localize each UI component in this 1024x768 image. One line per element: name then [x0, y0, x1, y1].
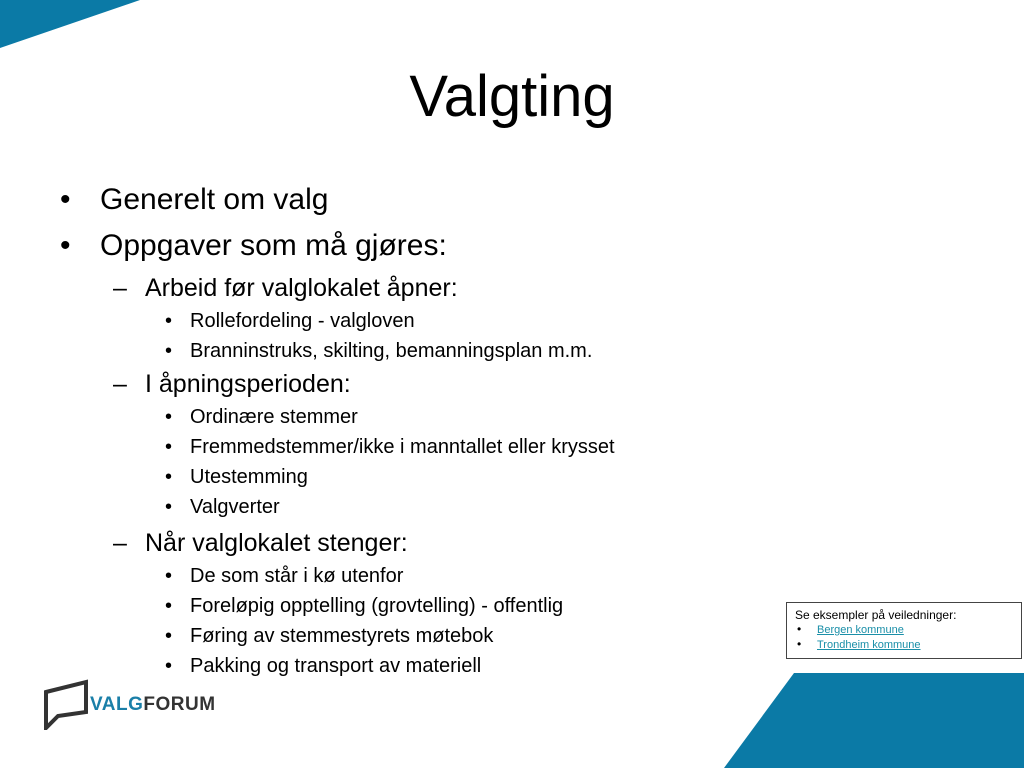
speech-bubble-icon [42, 678, 90, 730]
slide-title: Valgting [409, 64, 615, 129]
sub-sub-bullet-item: Utestemming [190, 466, 308, 488]
bullet-marker: • [165, 436, 173, 458]
logo-wordmark-part1: VALG [90, 694, 144, 715]
sub-bullet-item: I åpningsperioden: [145, 370, 351, 398]
bullet-marker: • [797, 637, 802, 651]
dash-marker: – [113, 370, 127, 398]
dash-marker: – [113, 274, 127, 302]
valgforum-logo [42, 678, 242, 730]
guide-examples-heading: Se eksempler på veiledninger: [795, 608, 957, 622]
logo-wordmark-part2: FORUM [143, 694, 216, 715]
trondheim-kommune-link[interactable]: Trondheim kommune [817, 639, 921, 651]
sub-sub-bullet-item: Fremmedstemmer/ikke i manntallet eller krysset [190, 436, 615, 458]
bullet-marker: • [165, 655, 173, 677]
bullet-item: Oppgaver som må gjøres: [100, 229, 447, 262]
sub-sub-bullet-item: Branninstruks, skilting, bemanningsplan m.m. [190, 340, 593, 362]
bergen-kommune-link[interactable]: Bergen kommune [817, 624, 904, 636]
bottom-right-corner-shape [724, 673, 1024, 768]
sub-sub-bullet-item: Pakking og transport av materiell [190, 655, 482, 677]
bullet-marker: • [165, 496, 173, 518]
dash-marker: – [113, 529, 127, 557]
bullet-marker: • [165, 310, 173, 332]
bullet-marker: • [60, 183, 71, 216]
bullet-marker: • [797, 622, 802, 636]
sub-sub-bullet-item: Ordinære stemmer [190, 406, 358, 428]
bullet-marker: • [165, 625, 173, 647]
bullet-item: Generelt om valg [100, 183, 329, 216]
bullet-marker: • [165, 466, 173, 488]
bullet-marker: • [60, 229, 71, 262]
sub-sub-bullet-item: Valgverter [190, 496, 280, 518]
sub-bullet-item: Arbeid før valglokalet åpner: [145, 274, 458, 302]
bullet-marker: • [165, 565, 173, 587]
bullet-marker: • [165, 406, 173, 428]
guide-link-row [795, 622, 1013, 637]
sub-bullet-item: Når valglokalet stenger: [145, 529, 408, 557]
bullet-marker: • [165, 595, 173, 617]
bullet-marker: • [165, 340, 173, 362]
sub-sub-bullet-item: Rollefordeling - valgloven [190, 310, 415, 332]
sub-sub-bullet-item: Foreløpig opptelling (grovtelling) - offentlig [190, 595, 564, 617]
sub-sub-bullet-item: Føring av stemmestyrets møtebok [190, 625, 494, 647]
top-left-corner-shape [0, 0, 140, 50]
guide-link-row [795, 637, 1013, 652]
guide-examples-box [786, 602, 1022, 659]
logo-wordmark [90, 694, 216, 716]
sub-sub-bullet-item: De som står i kø utenfor [190, 565, 404, 587]
